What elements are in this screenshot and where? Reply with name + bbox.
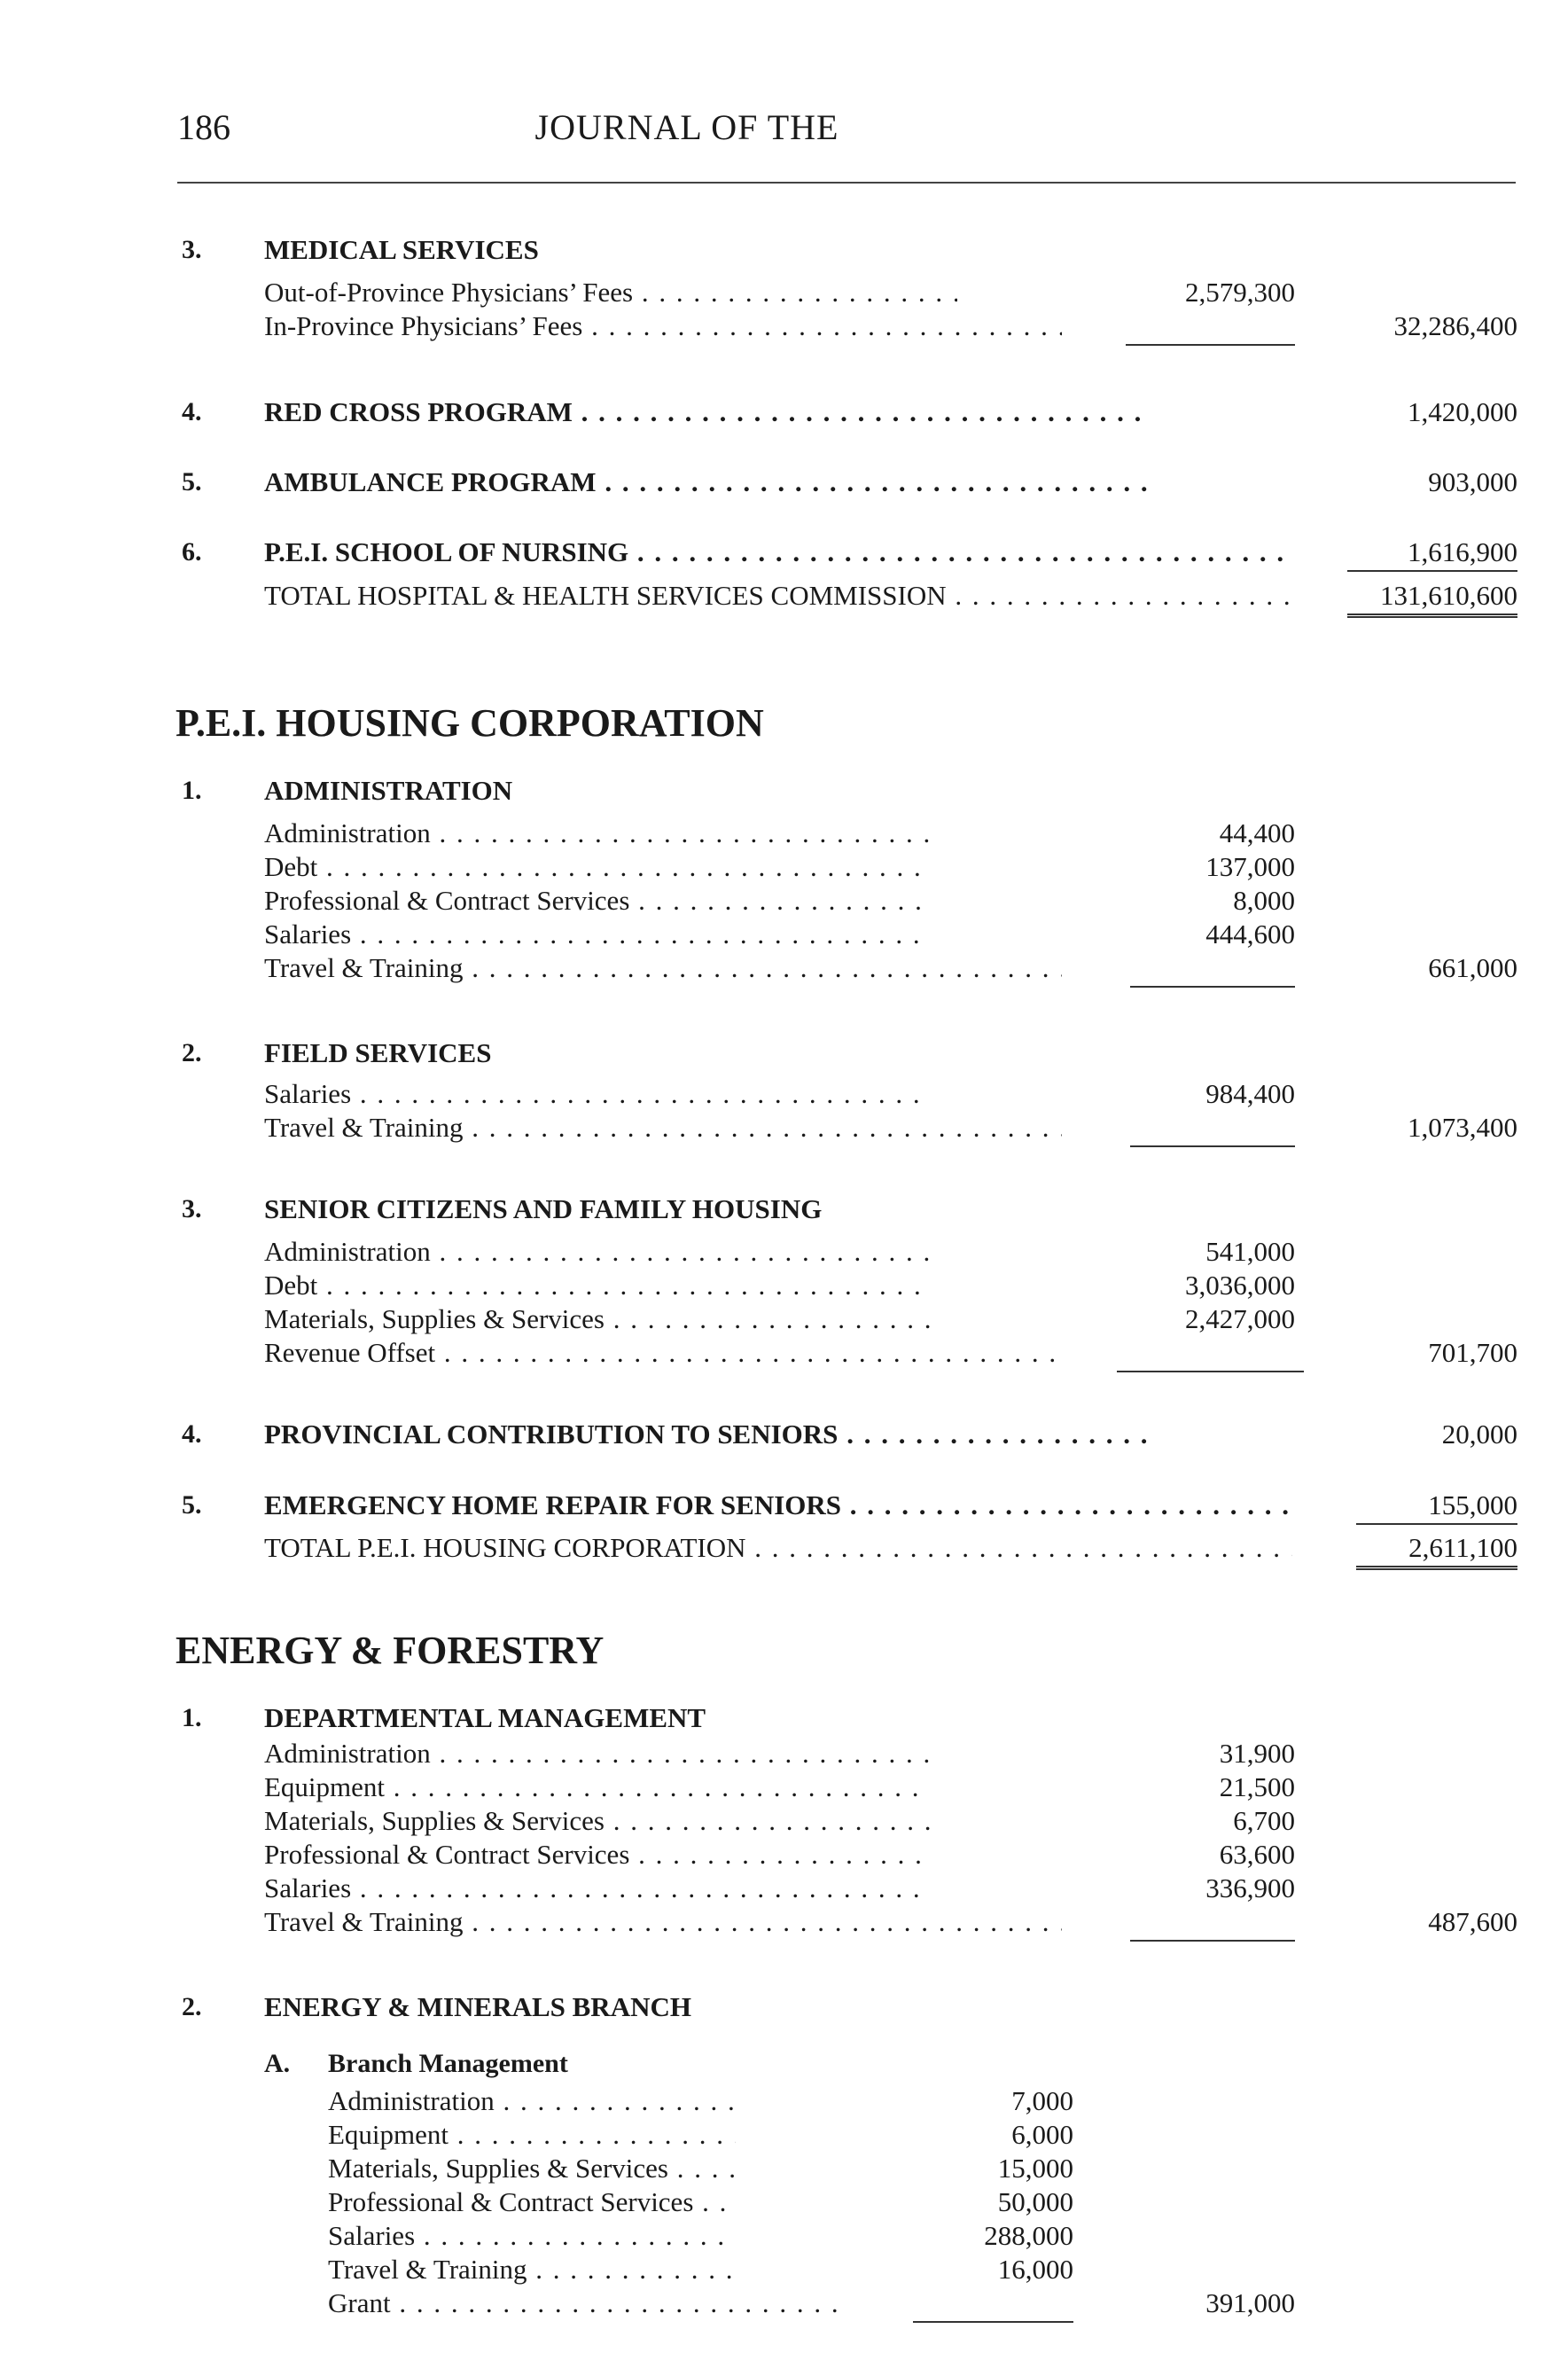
line-item-label: Debt . . . [264, 849, 1062, 885]
line-item-label: Grant . . . [328, 2286, 842, 2321]
section-number: 5. [182, 467, 202, 496]
line-item-label: Administration . . . [264, 1736, 1062, 1771]
section-number: 5. [182, 1490, 202, 1520]
section-number: 6. [182, 537, 202, 567]
line-item-label: Equipment . . . [264, 1770, 1062, 1805]
line-item-label: Travel & Training . . . [264, 1904, 1062, 1940]
section-total: 155,000 [1356, 1488, 1517, 1525]
line-item-amount: 63,600 [931, 1837, 1295, 1872]
line-item-label: Equipment . . . [328, 2117, 842, 2153]
section-total: 903,000 [1152, 465, 1517, 500]
subsection-total: 391,000 [931, 2286, 1295, 2321]
line-item-amount: 2,579,300 [957, 275, 1295, 310]
section-heading: PROVINCIAL CONTRIBUTION TO SENIORS . . . [264, 1417, 1292, 1452]
line-item-label: Materials, Supplies & Services . . . [264, 1301, 1062, 1337]
grand-total-amount: 131,610,600 [1347, 578, 1517, 618]
section-number: 4. [182, 1419, 202, 1449]
section-heading: SENIOR CITIZENS AND FAMILY HOUSING [264, 1193, 823, 1224]
grand-total-label: TOTAL HOSPITAL & HEALTH SERVICES COMMISSION . . . [264, 578, 1292, 614]
line-item-label: Salaries . . . [264, 917, 1062, 952]
section-number: 2. [182, 1992, 202, 2021]
line-item-amount: 16,000 [736, 2252, 1073, 2287]
line-item-label: Salaries . . . [264, 1076, 1062, 1112]
subsection-heading: Branch Management [328, 2049, 568, 2078]
section-total: 1,616,900 [1347, 535, 1517, 572]
section-number: 4. [182, 397, 202, 426]
line-item-label: Materials, Supplies & Services . . . [328, 2151, 842, 2186]
department-title: P.E.I. HOUSING CORPORATION [176, 701, 764, 745]
line-item-amount: 7,000 [736, 2083, 1073, 2119]
line-item-amount: 50,000 [736, 2185, 1073, 2220]
line-item-label: Travel & Training . . . [264, 950, 1062, 986]
section-number: 2. [182, 1038, 202, 1067]
section-heading: P.E.I. SCHOOL OF NURSING . . . [264, 535, 1292, 570]
section-total: 32,286,400 [1152, 309, 1517, 344]
line-item-amount: 6,700 [931, 1803, 1295, 1839]
line-item-label: Materials, Supplies & Services . . . [264, 1803, 1062, 1839]
line-item-label: In-Province Physicians’ Fees . . . [264, 309, 1062, 344]
grand-total-label: TOTAL P.E.I. HOUSING CORPORATION . . . [264, 1530, 1292, 1566]
page-number: 186 [177, 107, 230, 147]
line-item-label: Professional & Contract Services . . . [264, 883, 1062, 918]
line-item-amount: 2,427,000 [931, 1301, 1295, 1337]
section-heading: MEDICAL SERVICES [264, 234, 539, 265]
line-item-label: Professional & Contract Services . . . [264, 1837, 1062, 1872]
section-number: 3. [182, 235, 202, 264]
line-item-amount: 6,000 [736, 2117, 1073, 2153]
header-rule [177, 182, 1516, 184]
line-item-amount: 21,500 [931, 1770, 1295, 1805]
section-number: 1. [182, 1703, 202, 1732]
line-item-label: Administration . . . [264, 816, 1062, 851]
line-item-label: Salaries . . . [264, 1871, 1062, 1906]
line-item-amount: 15,000 [736, 2151, 1073, 2186]
section-heading: AMBULANCE PROGRAM . . . [264, 465, 1292, 500]
section-heading: EMERGENCY HOME REPAIR FOR SENIORS . . . [264, 1488, 1292, 1523]
line-item-label: Revenue Offset . . . [264, 1335, 1062, 1371]
section-total: 701,700 [1152, 1335, 1517, 1371]
line-item-amount: 31,900 [931, 1736, 1295, 1771]
journal-title: JOURNAL OF THE [534, 107, 839, 147]
line-item-label: Professional & Contract Services . . . [328, 2185, 842, 2220]
section-heading: ENERGY & MINERALS BRANCH [264, 1991, 691, 2022]
section-total: 1,420,000 [1152, 395, 1517, 430]
page-header [177, 106, 1516, 160]
line-item-label: Travel & Training . . . [264, 1110, 1062, 1145]
line-item-amount: 336,900 [931, 1871, 1295, 1906]
section-total: 487,600 [1152, 1904, 1517, 1940]
section-heading: RED CROSS PROGRAM . . . [264, 395, 1292, 430]
line-item-label: Debt . . . [264, 1268, 1062, 1303]
line-item-amount: 541,000 [931, 1234, 1295, 1270]
line-item-label: Administration . . . [264, 1234, 1062, 1270]
department-title: ENERGY & FORESTRY [176, 1629, 605, 1672]
line-item-label: Salaries . . . [328, 2218, 842, 2254]
section-total: 20,000 [1152, 1417, 1517, 1452]
line-item-label: Travel & Training . . . [328, 2252, 842, 2287]
line-item-amount: 3,036,000 [931, 1268, 1295, 1303]
subsection-letter: A. [264, 2049, 291, 2078]
line-item-amount: 288,000 [736, 2218, 1073, 2254]
section-number: 3. [182, 1194, 202, 1223]
section-total: 661,000 [1152, 950, 1517, 986]
line-item-amount: 137,000 [931, 849, 1295, 885]
section-heading: ADMINISTRATION [264, 775, 513, 806]
line-item-amount: 984,400 [931, 1076, 1295, 1112]
section-number: 1. [182, 776, 202, 805]
line-item-amount: 444,600 [931, 917, 1295, 952]
section-heading: FIELD SERVICES [264, 1037, 492, 1068]
line-item-label: Administration . . . [328, 2083, 842, 2119]
line-item-amount: 8,000 [931, 883, 1295, 918]
line-item-amount: 44,400 [931, 816, 1295, 851]
grand-total-amount: 2,611,100 [1356, 1530, 1517, 1570]
section-total: 1,073,400 [1152, 1110, 1517, 1145]
line-item-label: Out-of-Province Physicians’ Fees . . . [264, 275, 1062, 310]
section-heading: DEPARTMENTAL MANAGEMENT [264, 1702, 706, 1733]
